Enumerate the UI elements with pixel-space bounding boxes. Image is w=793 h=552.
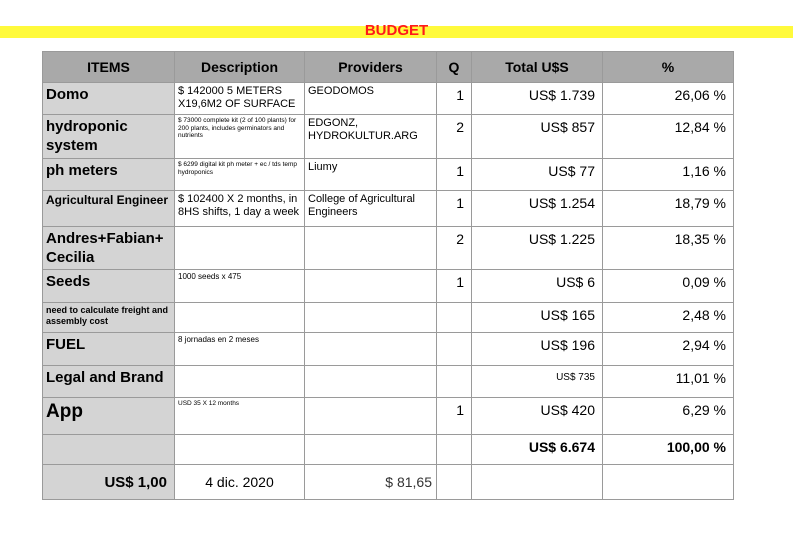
provider-cell: GEODOMOS	[305, 83, 437, 115]
empty-cell	[472, 465, 603, 500]
header-providers: Providers	[305, 52, 437, 83]
item-cell: App	[43, 398, 175, 435]
grand-total-cell: US$ 6.674	[472, 435, 603, 465]
provider-cell	[305, 270, 437, 303]
description-cell	[175, 303, 305, 333]
table-row	[43, 227, 734, 270]
total-cell: US$ 1.739	[472, 83, 603, 115]
provider-cell: College of Agricultural Engineers	[305, 191, 437, 227]
table-row	[43, 83, 734, 115]
qty-cell: 1	[437, 191, 472, 227]
qty-cell: 1	[437, 398, 472, 435]
qty-cell	[437, 303, 472, 333]
description-cell	[175, 435, 305, 465]
pct-cell: 6,29 %	[603, 398, 734, 435]
table-row	[43, 115, 734, 159]
provider-cell	[305, 435, 437, 465]
pct-cell: 2,94 %	[603, 333, 734, 366]
item-cell: hydroponic system	[43, 115, 175, 159]
table-row	[43, 398, 734, 435]
pct-cell: 2,48 %	[603, 303, 734, 333]
description-cell	[175, 227, 305, 270]
total-cell: US$ 165	[472, 303, 603, 333]
pct-cell: 12,84 %	[603, 115, 734, 159]
pct-cell: 11,01 %	[603, 366, 734, 398]
item-cell	[43, 435, 175, 465]
description-cell: USD 35 X 12 months	[175, 398, 305, 435]
header-q: Q	[437, 52, 472, 83]
provider-cell	[305, 303, 437, 333]
qty-cell	[437, 366, 472, 398]
rate-value-cell: $ 81,65	[305, 465, 437, 500]
total-cell: US$ 1.225	[472, 227, 603, 270]
table-row	[43, 191, 734, 227]
header-items: ITEMS	[43, 52, 175, 83]
pct-cell: 18,35 %	[603, 227, 734, 270]
table-row	[43, 270, 734, 303]
item-cell: Andres+Fabian+ Cecilia	[43, 227, 175, 270]
pct-cell: 18,79 %	[603, 191, 734, 227]
item-cell: Legal and Brand	[43, 366, 175, 398]
total-cell: US$ 196	[472, 333, 603, 366]
empty-cell	[603, 465, 734, 500]
qty-cell: 1	[437, 270, 472, 303]
total-cell: US$ 735	[472, 366, 603, 398]
qty-cell: 1	[437, 159, 472, 191]
table-row	[43, 366, 734, 398]
item-cell: Domo	[43, 83, 175, 115]
description-cell: 8 jornadas en 2 meses	[175, 333, 305, 366]
provider-cell: Liumy	[305, 159, 437, 191]
pct-cell: 0,09 %	[603, 270, 734, 303]
description-cell: $ 102400 X 2 months, in 8HS shifts, 1 day a week	[175, 191, 305, 227]
item-cell: Seeds	[43, 270, 175, 303]
provider-cell	[305, 227, 437, 270]
total-cell: US$ 420	[472, 398, 603, 435]
qty-cell: 1	[437, 83, 472, 115]
budget-title: BUDGET	[364, 22, 429, 39]
description-cell	[175, 366, 305, 398]
provider-cell	[305, 398, 437, 435]
provider-cell	[305, 333, 437, 366]
item-cell: FUEL	[43, 333, 175, 366]
date-cell: 4 dic. 2020	[175, 465, 305, 500]
table-row	[43, 303, 734, 333]
item-cell: Agricultural Engineer	[43, 191, 175, 227]
budget-table	[42, 51, 734, 500]
header-total: Total U$S	[472, 52, 603, 83]
rate-label-cell: US$ 1,00	[43, 465, 175, 500]
pct-cell: 26,06 %	[603, 83, 734, 115]
exchange-rate-row	[43, 465, 734, 500]
description-cell: $ 6299 digital kit ph meter + ec / tds temp hydroponics	[175, 159, 305, 191]
item-cell: need to calculate freight and assembly cost	[43, 303, 175, 333]
item-cell: ph meters	[43, 159, 175, 191]
grand-total-pct-cell: 100,00 %	[603, 435, 734, 465]
table-row	[43, 333, 734, 366]
description-cell: $ 142000 5 METERS X19,6M2 OF SURFACE	[175, 83, 305, 115]
header-row	[43, 52, 734, 83]
qty-cell: 2	[437, 227, 472, 270]
description-cell: 1000 seeds x 475	[175, 270, 305, 303]
total-cell: US$ 857	[472, 115, 603, 159]
total-cell: US$ 77	[472, 159, 603, 191]
qty-cell	[437, 333, 472, 366]
total-row	[43, 435, 734, 465]
pct-cell: 1,16 %	[603, 159, 734, 191]
qty-cell: 2	[437, 115, 472, 159]
table-row	[43, 159, 734, 191]
total-cell: US$ 1.254	[472, 191, 603, 227]
empty-cell	[437, 465, 472, 500]
provider-cell: EDGONZ, HYDROKULTUR.ARG	[305, 115, 437, 159]
total-cell: US$ 6	[472, 270, 603, 303]
description-cell: $ 73000 complete kit (2 of 100 plants) for 200 plants, includes germinators and nutrients	[175, 115, 305, 159]
header-pct: %	[603, 52, 734, 83]
header-description: Description	[175, 52, 305, 83]
provider-cell	[305, 366, 437, 398]
qty-cell	[437, 435, 472, 465]
